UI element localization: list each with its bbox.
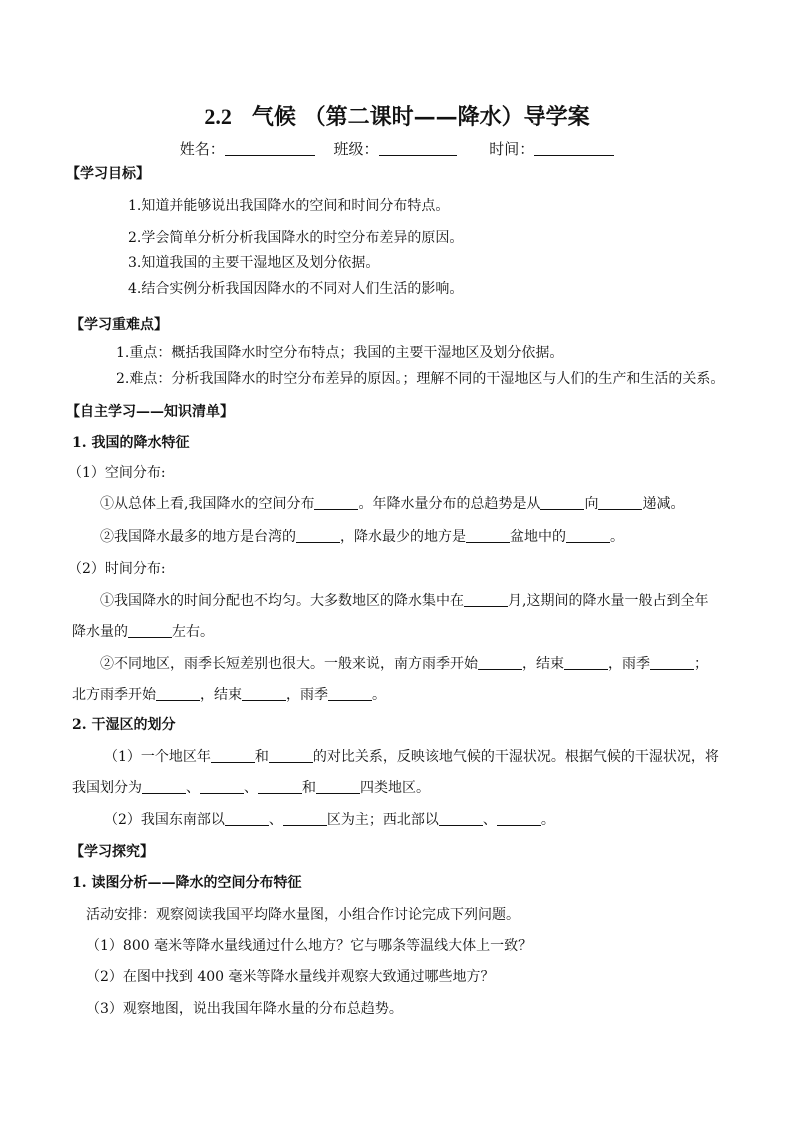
answer-blank[interactable]	[466, 530, 510, 543]
name-blank[interactable]	[225, 141, 315, 156]
student-info-line	[0, 141, 794, 157]
time-q1-line2: 降水量的 左右。	[72, 624, 214, 640]
answer-blank[interactable]	[211, 750, 255, 763]
explore-question: （3）观察地图，说出我国年降水量的分布总趋势。	[86, 1001, 403, 1017]
answer-blank[interactable]	[650, 657, 694, 670]
answer-blank[interactable]	[316, 781, 360, 794]
answer-blank[interactable]	[225, 813, 269, 826]
answer-blank[interactable]	[128, 625, 172, 638]
answer-blank[interactable]	[269, 750, 313, 763]
explore-question: （1）800 毫米等降水量线通过什么地方？它与哪条等温线大体上一致？	[86, 938, 533, 954]
answer-blank[interactable]	[478, 657, 522, 670]
explore-question: （2）在图中找到 400 毫米等降水量线并观察大致通过哪些地方？	[86, 969, 495, 985]
name-label: 姓名：	[179, 140, 225, 158]
title-text: 气候 （第二课时——降水）导学案	[251, 104, 590, 130]
class-blank[interactable]	[379, 141, 457, 156]
time-distribution-heading: （2）时间分布:	[68, 561, 166, 577]
self-study-heading: 【自主学习——知识清单】	[66, 404, 234, 420]
key-difficulty-item: 2.难点：分析我国降水的时空分布差异的原因。；理解不同的干湿地区与人们的生产和生活的关系。	[116, 371, 725, 387]
answer-blank[interactable]	[200, 781, 244, 794]
answer-blank[interactable]	[566, 530, 610, 543]
time-q2-line2: 北方雨季开始 ，结束 ，雨季 。	[72, 687, 386, 703]
answer-blank[interactable]	[258, 781, 302, 794]
time-blank[interactable]	[534, 141, 614, 156]
goals-heading: 【学习目标】	[66, 166, 150, 182]
activity-text: 活动安排：观察阅读我国平均降水量图，小组合作讨论完成下列问题。	[86, 907, 520, 923]
dry-wet-q1-line2: 我国划分为 、 、 和 四类地区。	[72, 780, 430, 796]
answer-blank[interactable]	[314, 497, 358, 510]
spatial-q1: ①从总体上看,我国降水的空间分布 。年降水量分布的总趋势是从 向 递减。	[100, 496, 685, 512]
goal-item: 1.知道并能够说出我国降水的空间和时间分布特点。	[128, 198, 450, 214]
spatial-q2: ②我国降水最多的地方是台湾的 ，降水最少的地方是 盆地中的 。	[100, 529, 624, 545]
dry-wet-q2: （2）我国东南部以 、 区为主；西北部以 、 。	[104, 812, 555, 828]
answer-blank[interactable]	[564, 657, 608, 670]
page-title	[0, 106, 794, 128]
answer-blank[interactable]	[283, 813, 327, 826]
answer-blank[interactable]	[296, 530, 340, 543]
answer-blank[interactable]	[242, 688, 286, 701]
goal-item: 4.结合实例分析我国因降水的不同对人们生活的影响。	[128, 281, 464, 297]
key-heading: 【学习重难点】	[70, 317, 168, 333]
key-point-item: 1.重点：概括我国降水时空分布特点；我国的主要干湿地区及划分依据。	[116, 345, 564, 361]
class-label: 班级：	[333, 140, 379, 158]
answer-blank[interactable]	[156, 688, 200, 701]
explore-heading: 【学习探究】	[70, 844, 154, 860]
goal-item: 2.学会简单分析分析我国降水的时空分布差异的原因。	[128, 230, 464, 246]
answer-blank[interactable]	[497, 813, 541, 826]
explore-section-1-title: 1. 读图分析——降水的空间分布特征	[72, 875, 302, 891]
answer-blank[interactable]	[328, 688, 372, 701]
section-1-title: 1. 我国的降水特征	[72, 435, 190, 451]
goal-item: 3.知道我国的主要干湿地区及划分依据。	[128, 255, 380, 271]
time-label: 时间：	[489, 140, 535, 158]
section-2-title: 2. 干湿区的划分	[72, 717, 176, 733]
answer-blank[interactable]	[540, 497, 584, 510]
time-q1-line1: ①我国降水的时间分配也不均匀。大多数地区的降水集中在 月,这期间的降水量一般占到全年	[100, 593, 709, 609]
title-number: 2.2	[204, 104, 232, 129]
dry-wet-q1-line1: （1）一个地区年 和 的对比关系，反映该地气候的干湿状况。根据气候的干湿状况，将	[104, 749, 719, 765]
answer-blank[interactable]	[439, 813, 483, 826]
answer-blank[interactable]	[142, 781, 186, 794]
answer-blank[interactable]	[464, 594, 508, 607]
spatial-heading: （1）空间分布:	[68, 465, 166, 481]
answer-blank[interactable]	[598, 497, 642, 510]
time-q2-line1: ②不同地区，雨季长短差别也很大。一般来说，南方雨季开始 ，结束 ，雨季 ；	[100, 656, 708, 672]
